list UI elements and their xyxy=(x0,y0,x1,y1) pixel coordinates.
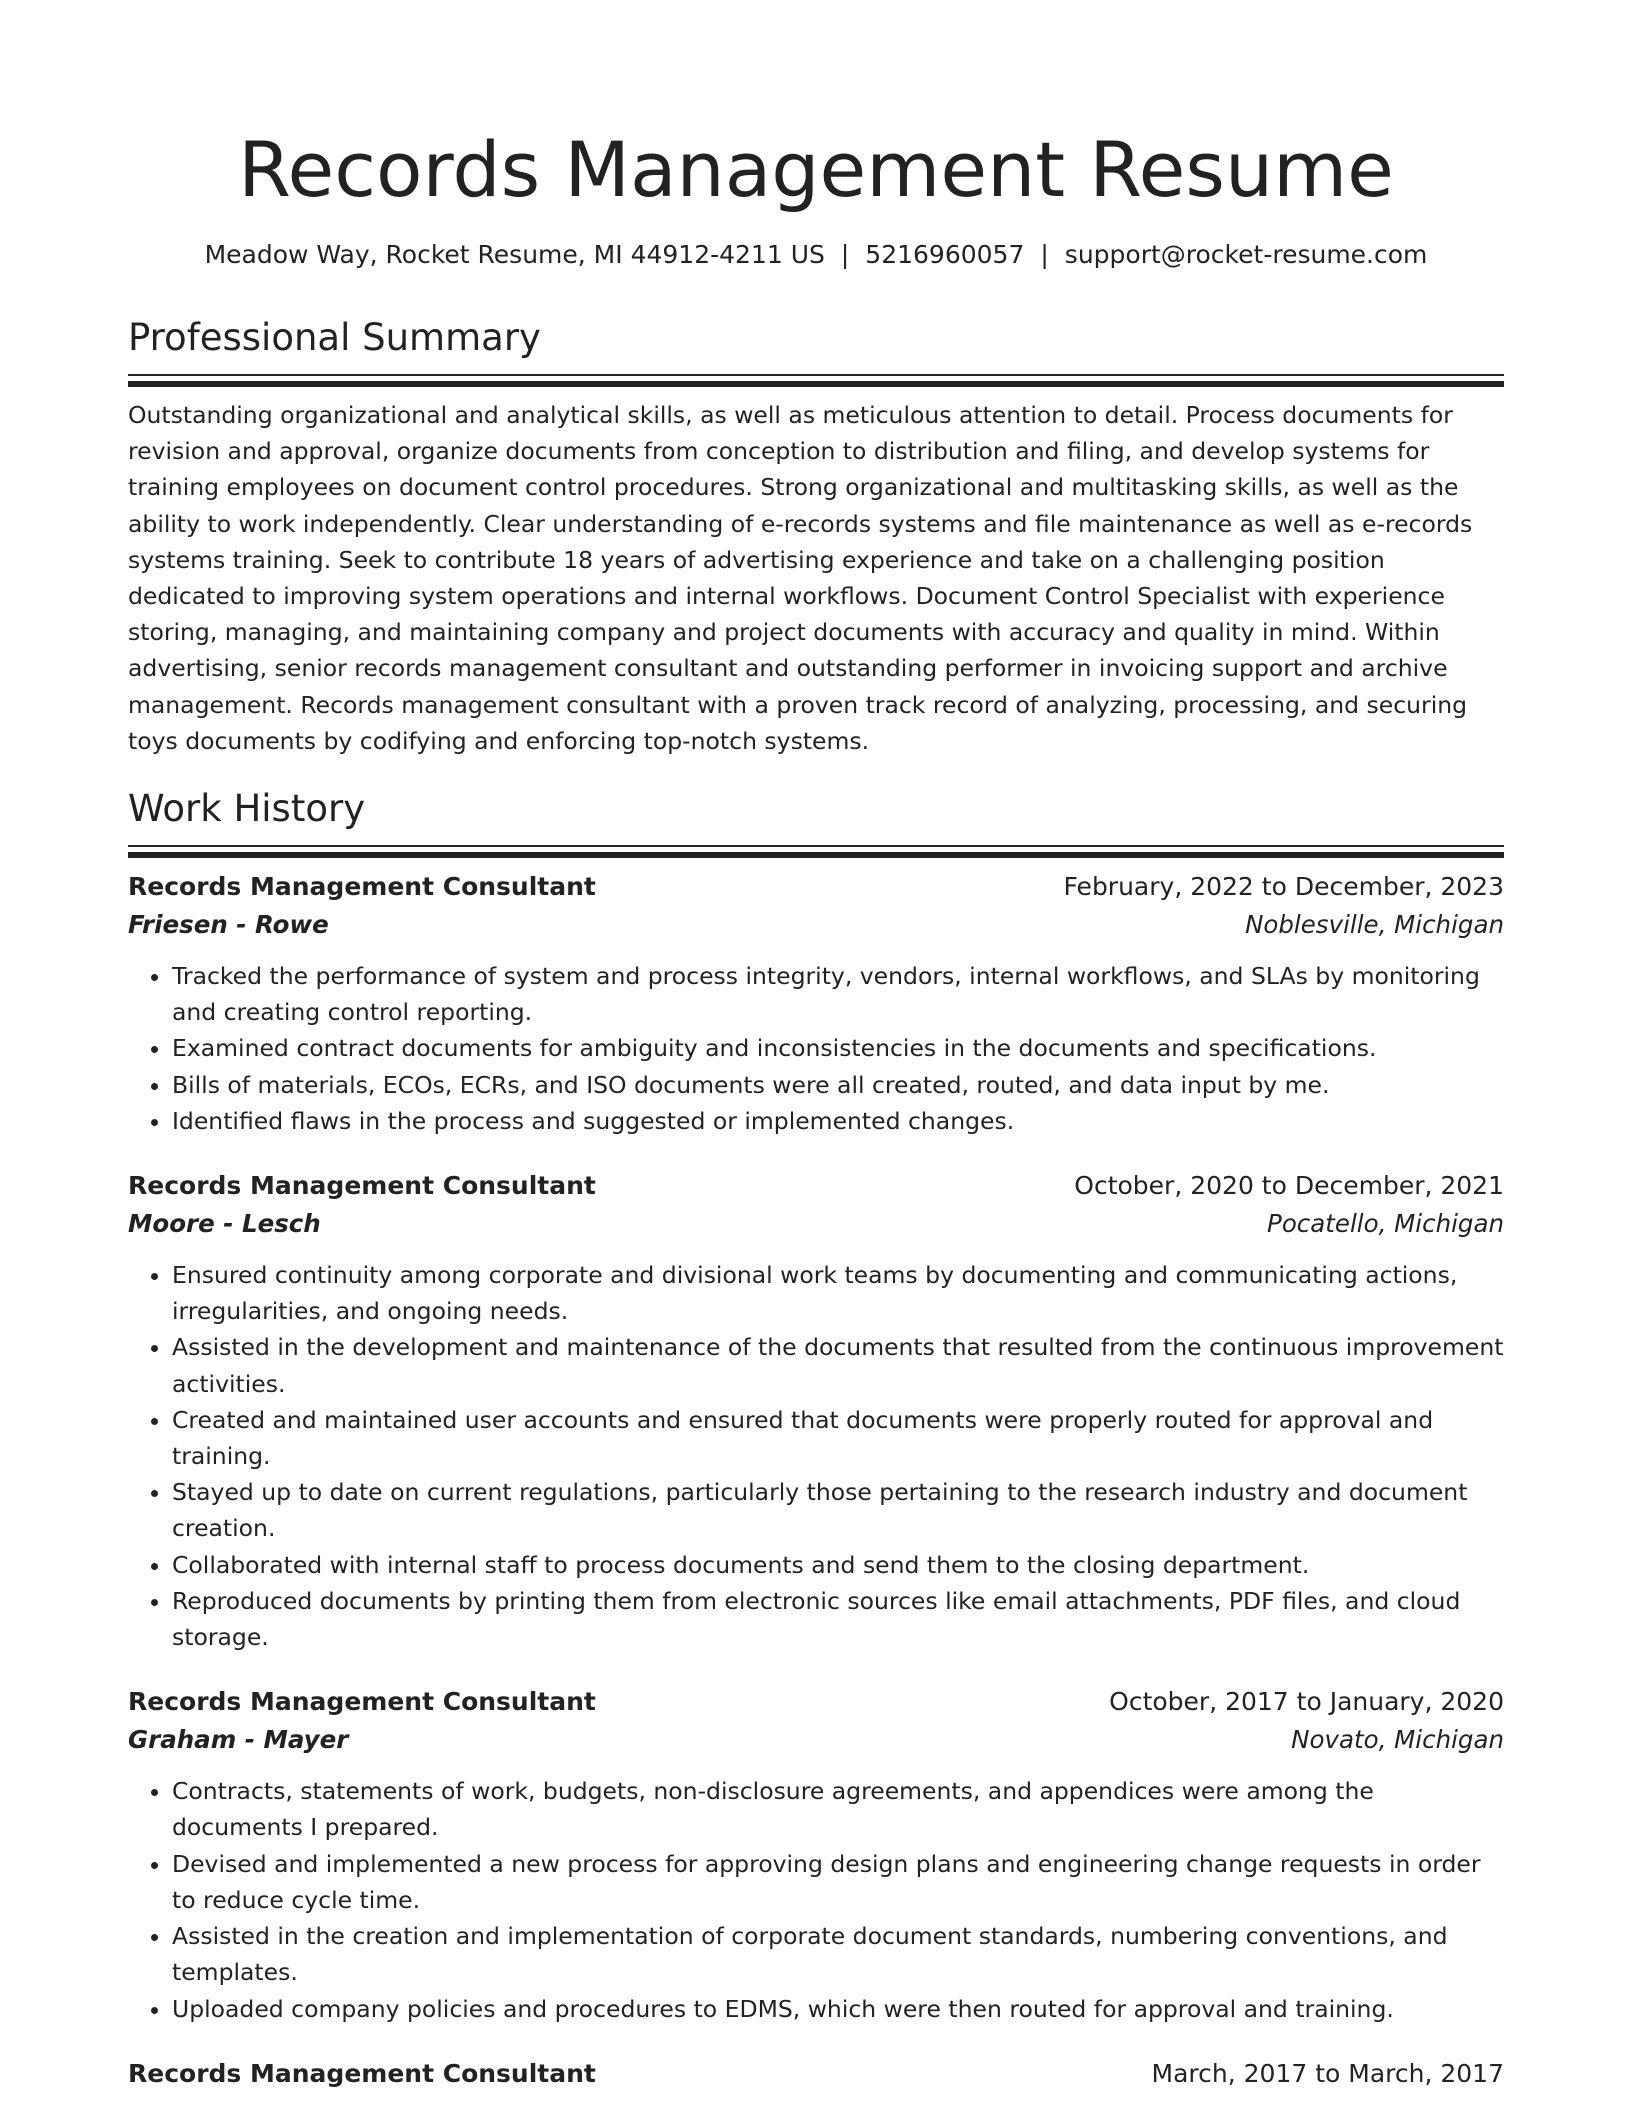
job-company: Friesen - Rowe xyxy=(128,910,329,940)
work-history-heading: Work History xyxy=(128,787,366,831)
job-location: Novato, Michigan xyxy=(1291,1725,1504,1755)
job-bullet: • Devised and implemented a new process for approving design plans and engineering change requests in order to reduce cycle time. xyxy=(172,1846,1504,1918)
summary-text: Outstanding organizational and analytical skills, as well as meticulous attention to detail. Process documents for revision and approval, organize documents from conception to distribution and filing, and develop systems for training employees on document control procedures. Strong organizational and multitasking skills, as well as the ability to work independently. Clear understanding of e-records systems and file maintenance as well as e-records systems training. Seek to contribute 18 years of advertising experience and take on a challenging position dedicated to improving system operations and internal workflows. Document Control Specialist with experience storing, managing, and maintaining company and project documents with accuracy and quality in mind. Within advertising, senior records management consultant and outstanding performer in invoicing support and archive management. Records management consultant with a proven track record of analyzing, processing, and securing toys documents by codifying and enforcing top-notch systems. xyxy=(128,401,1473,755)
job-header-row xyxy=(128,1167,1504,1205)
contact-line xyxy=(128,238,1504,272)
contact-separator: | xyxy=(840,240,850,269)
job-bullet: • Reproduced documents by printing them from electronic sources like email attachments, PDF files, and cloud storage. xyxy=(172,1583,1504,1655)
contact-separator: | xyxy=(1040,240,1049,269)
job-bullet: • Collaborated with internal staff to process documents and send them to the closing department. xyxy=(172,1547,1504,1583)
job-bullet: • Assisted in the creation and implementation of corporate document standards, numbering conventions, and templates. xyxy=(172,1918,1504,1990)
job-dates: October, 2017 to January, 2020 xyxy=(1109,1687,1504,1717)
job-header-row xyxy=(128,1683,1504,1721)
job-title: Records Management Consultant xyxy=(128,2058,596,2088)
job-bullet-list xyxy=(128,1257,1504,1655)
job-bullet: • Tracked the performance of system and process integrity, vendors, internal workflows, and SLAs by monitoring and creating control reporting. xyxy=(172,958,1504,1030)
job-title: Records Management Consultant xyxy=(128,1171,596,1201)
job-location: Pocatello, Michigan xyxy=(1267,1209,1504,1239)
job-header-row xyxy=(128,868,1504,906)
job-bullet: • Ensured continuity among corporate and divisional work teams by documenting and communicating actions, irregularities, and ongoing needs. xyxy=(172,1257,1504,1329)
contact-address: Meadow Way, Rocket Resume, MI 44912-4211 US xyxy=(204,240,825,269)
job-header-row xyxy=(128,2055,1504,2093)
job-title: Records Management Consultant xyxy=(128,1687,596,1717)
job-entry xyxy=(128,1167,1504,1655)
job-dates: February, 2022 to December, 2023 xyxy=(1063,872,1504,902)
job-bullet: • Stayed up to date on current regulations, particularly those pertaining to the research industry and document creation. xyxy=(172,1474,1504,1546)
job-bullet: • Examined contract documents for ambiguity and inconsistencies in the documents and specifications. xyxy=(172,1030,1504,1066)
job-company: Graham - Mayer xyxy=(128,1725,349,1755)
job-bullet-list xyxy=(128,958,1504,1139)
job-entry xyxy=(128,868,1504,1139)
summary-heading: Professional Summary xyxy=(128,316,541,359)
job-title: Records Management Consultant xyxy=(128,872,596,902)
job-company-row xyxy=(128,1721,1504,1759)
job-dates: October, 2020 to December, 2021 xyxy=(1074,1171,1504,1201)
job-company-row xyxy=(128,906,1504,944)
job-entry xyxy=(128,2055,1504,2093)
job-bullet: • Contracts, statements of work, budgets, non-disclosure agreements, and appendices were among the documents I prepared. xyxy=(172,1773,1504,1845)
job-bullet: • Bills of materials, ECOs, ECRs, and ISO documents were all created, routed, and data input by me. xyxy=(172,1067,1504,1103)
contact-phone: 5216960057 xyxy=(865,240,1025,269)
job-bullet: • Assisted in the development and maintenance of the documents that resulted from the continuous improvement activities. xyxy=(172,1329,1504,1401)
section-divider xyxy=(128,374,1504,387)
job-entry xyxy=(128,1683,1504,2026)
resume-title: Records Management Resume xyxy=(238,125,1394,214)
section-divider xyxy=(128,845,1504,858)
job-company-row xyxy=(128,1205,1504,1243)
job-bullet: • Identified flaws in the process and suggested or implemented changes. xyxy=(172,1103,1504,1139)
job-location: Noblesville, Michigan xyxy=(1245,910,1504,940)
job-list xyxy=(128,868,1504,2093)
job-dates: March, 2017 to March, 2017 xyxy=(1151,2058,1504,2088)
job-bullet-list xyxy=(128,1773,1504,2026)
job-bullet: • Created and maintained user accounts and ensured that documents were properly routed for approval and training. xyxy=(172,1402,1504,1474)
resume-page xyxy=(128,0,1504,2093)
job-bullet: • Uploaded company policies and procedures to EDMS, which were then routed for approval and training. xyxy=(172,1991,1504,2027)
contact-email[interactable]: support@rocket-resume.com xyxy=(1064,240,1428,269)
job-company: Moore - Lesch xyxy=(128,1209,321,1239)
